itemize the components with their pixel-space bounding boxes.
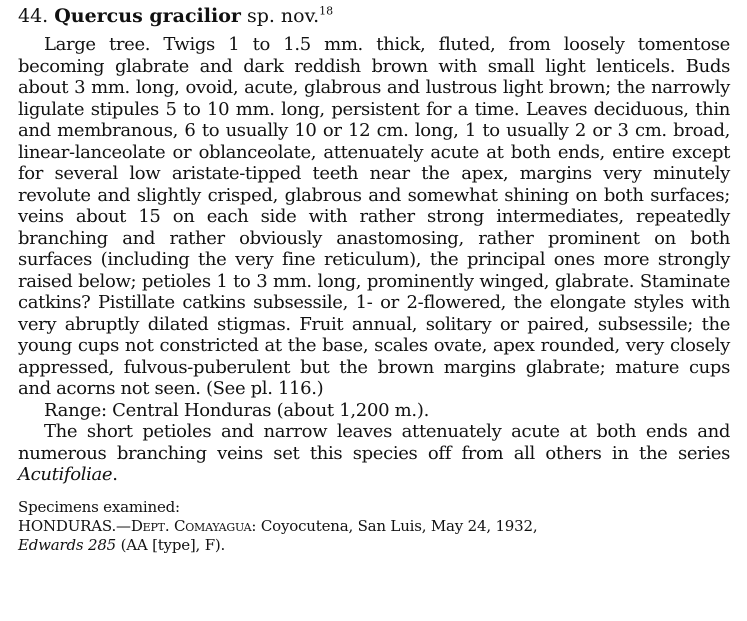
species-description: Large tree. Twigs 1 to 1.5 mm. thick, fluted, from loosely tomentose becoming glabrate and dark reddish brown with small light lenticels. Buds about 3 mm. long, ovoid, acute, glabrous and lustrous light brown; the narrowly ligulate stipules 5 to 10 mm. long, persistent for a time. Leaves deciduous, thin and membranous, 6 to usually 10 or 12 cm. long, 1 to usually 2 or 3 cm. broad, linear-lanceolate or oblanceolate, attenuately acute at both ends, entire except for several low aristate-tipped teeth near the apex, margins very minutely revolute and slightly crisped, glabrous and somewhat shining on both surfaces; veins about 15 on each side with rather strong intermediates, repeatedly branching and rather obviously anastomosing, rather prominent on both surfaces (including the very fine reticulum), the principal ones more strongly raised below; petioles 1 to 3 mm. long, prominently winged, glabrate. Staminate catkins? Pistillate catkins subsessile, 1- or 2-flowered, the elongate styles with very abruptly dilated stigmas. Fruit annual, solitary or paired, subsessile; the young cups not constricted at the base, scales ovate, apex rounded, very closely appressed, fulvous-puberulent but the brown margins glabrate; mature cups and acorns not seen. (See pl. 116.) bbox=[18, 34, 730, 399]
specimen-herbaria: (AA [type], F). bbox=[116, 535, 226, 554]
species-suffix: sp. nov. bbox=[246, 5, 320, 27]
range-statement: Range: Central Honduras (about 1,200 m.). bbox=[44, 399, 430, 421]
specimens-section bbox=[18, 498, 730, 555]
species-heading bbox=[18, 4, 730, 28]
specimen-dash: — bbox=[116, 516, 131, 535]
footnote-marker: 18 bbox=[319, 4, 334, 18]
specimen-department: Dept. Comayagua: bbox=[130, 516, 257, 535]
specimen-collector: Edwards 285 bbox=[18, 535, 117, 554]
specimen-locality: Coyocutena, San Luis, May 24, 1932, bbox=[256, 516, 538, 535]
series-name: Acutifoliae bbox=[18, 464, 113, 485]
specimen-record bbox=[18, 517, 730, 555]
species-name: Quercus gracilior bbox=[54, 5, 241, 27]
species-number: 44. bbox=[18, 5, 49, 27]
document-page bbox=[18, 4, 730, 555]
remarks-end: . bbox=[112, 464, 118, 485]
specimens-label: Specimens examined: bbox=[18, 497, 180, 516]
species-remarks bbox=[18, 421, 730, 486]
remarks-text: The short petioles and narrow leaves attenuately acute at both ends and numerous branching veins set this species off from all others in the series bbox=[18, 421, 730, 464]
specimen-country: HONDURAS. bbox=[18, 516, 117, 535]
